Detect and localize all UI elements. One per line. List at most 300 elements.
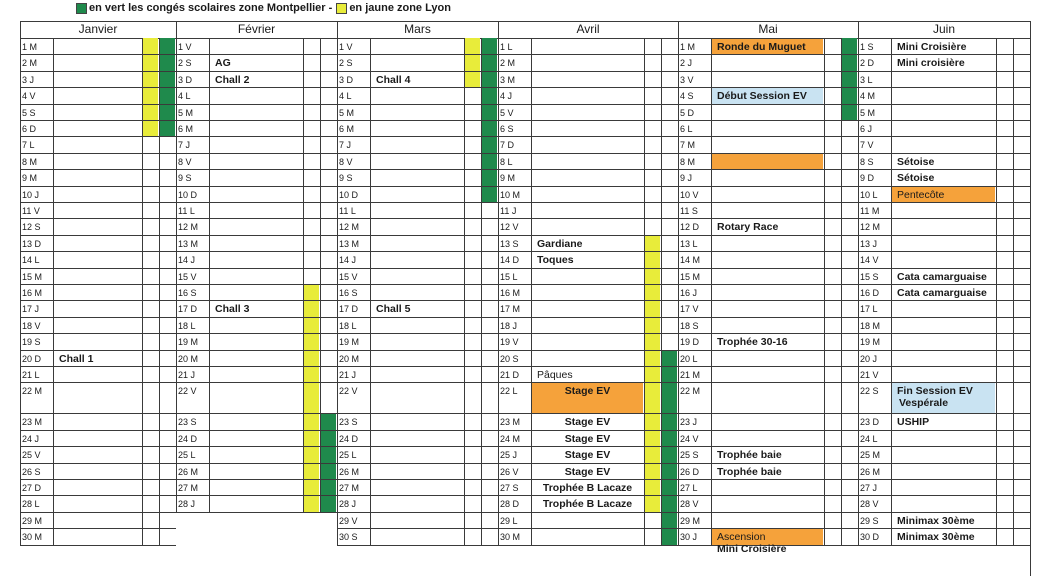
day-label: 29 M xyxy=(680,515,701,526)
event-label: Cata camarguaise xyxy=(897,287,987,299)
row-line xyxy=(337,512,498,513)
day-label: 6 S xyxy=(500,124,514,134)
day-label: 8 M xyxy=(680,156,696,167)
row-line xyxy=(858,495,1030,496)
day-label: 3 D xyxy=(178,74,193,85)
event-label: Sétoise xyxy=(897,155,935,168)
row-line xyxy=(498,153,678,154)
day-label: 28 J xyxy=(178,499,196,510)
row-line xyxy=(20,545,176,546)
day-label: 1 M xyxy=(680,42,696,52)
day-label: 12 D xyxy=(680,222,700,233)
month-border-left xyxy=(858,21,859,545)
row-line xyxy=(858,202,1030,203)
row-line xyxy=(498,54,678,55)
day-label: 23 M xyxy=(500,417,521,428)
day-label: 8 M xyxy=(22,156,38,167)
row-line xyxy=(337,54,498,55)
day-label: 24 V xyxy=(680,433,699,444)
day-label: 3 V xyxy=(680,74,694,85)
row-line xyxy=(858,71,1030,72)
row-line xyxy=(337,169,498,170)
event-label: Trophée B Lacaze xyxy=(542,498,633,511)
row-line xyxy=(176,120,337,121)
row-line xyxy=(858,87,1030,88)
day-label: 21 L xyxy=(22,370,40,380)
event-label: Stage EV xyxy=(564,465,611,478)
row-line xyxy=(498,545,678,546)
row-line xyxy=(858,413,1030,414)
day-label: 9 D xyxy=(860,173,875,184)
day-label: 4 L xyxy=(339,91,352,102)
row-line xyxy=(498,87,678,88)
yellow-band xyxy=(303,284,319,512)
row-line xyxy=(20,333,176,334)
event-label: Ronde du Muguet xyxy=(717,41,806,53)
row-line xyxy=(678,495,858,496)
row-line xyxy=(176,54,337,55)
row-line xyxy=(498,202,678,203)
day-label: 11 V xyxy=(22,206,40,216)
day-label: 16 M xyxy=(500,288,521,298)
row-line xyxy=(858,54,1030,55)
col-line xyxy=(661,38,662,545)
day-label: 11 S xyxy=(680,206,698,216)
day-label: 2 M xyxy=(500,58,516,69)
day-label: 12 S xyxy=(22,222,41,233)
row-line xyxy=(858,235,1030,236)
row-line xyxy=(858,300,1030,301)
event-label: Trophée baie xyxy=(717,449,782,462)
day-label: 27 D xyxy=(22,483,42,493)
day-label: 14 J xyxy=(339,255,357,266)
row-line xyxy=(20,71,176,72)
day-label: 3 M xyxy=(500,74,516,85)
day-label: 8 S xyxy=(860,156,874,167)
row-line xyxy=(176,202,337,203)
row-line xyxy=(858,317,1030,318)
day-label: 21 J xyxy=(339,370,357,380)
day-label: 13 L xyxy=(680,238,698,249)
row-line xyxy=(20,479,176,480)
day-label: 28 J xyxy=(339,499,357,510)
day-label: 5 M xyxy=(178,107,194,118)
day-label: 29 V xyxy=(339,515,358,526)
day-label: 4 V xyxy=(22,91,36,102)
row-line xyxy=(498,235,678,236)
event-label-line2: Mini Croisière xyxy=(717,543,787,556)
row-line xyxy=(20,382,176,383)
row-line xyxy=(337,333,498,334)
event-label: Toques xyxy=(537,254,574,267)
row-line xyxy=(20,251,176,252)
day-label: 30 J xyxy=(680,532,698,543)
day-label: 29 S xyxy=(860,515,879,526)
row-line xyxy=(678,169,858,170)
day-label: 15 S xyxy=(860,271,879,282)
event-label: Pentecôte xyxy=(897,188,945,201)
row-line xyxy=(337,268,498,269)
day-label: 20 M xyxy=(339,353,360,364)
row-line xyxy=(20,366,176,367)
col-line xyxy=(644,38,645,545)
event-label: Stage EV xyxy=(564,449,611,462)
day-label: 21 V xyxy=(860,370,879,380)
row-line xyxy=(678,235,858,236)
row-line xyxy=(678,413,858,414)
day-label: 14 M xyxy=(680,255,701,266)
day-label: 2 M xyxy=(22,58,38,69)
day-label: 6 L xyxy=(680,124,693,134)
day-label: 30 M xyxy=(500,532,521,543)
row-line xyxy=(498,463,678,464)
row-line xyxy=(678,54,858,55)
row-line xyxy=(678,300,858,301)
row-line xyxy=(20,317,176,318)
day-label: 17 D xyxy=(339,304,359,315)
row-line xyxy=(20,350,176,351)
row-line xyxy=(20,284,176,285)
day-label: 22 V xyxy=(178,386,197,397)
row-line xyxy=(337,218,498,219)
day-label: 9 M xyxy=(500,173,516,184)
day-label: 13 S xyxy=(500,238,519,249)
row-line xyxy=(678,284,858,285)
row-line xyxy=(176,235,337,236)
row-line xyxy=(176,251,337,252)
header-bottom-line xyxy=(858,38,1030,39)
row-line xyxy=(176,366,337,367)
row-line xyxy=(858,268,1030,269)
day-label: 3 L xyxy=(860,74,873,85)
day-label: 9 S xyxy=(178,173,192,184)
col-line xyxy=(824,38,825,545)
row-line xyxy=(498,382,678,383)
row-line xyxy=(20,153,176,154)
row-line xyxy=(337,495,498,496)
row-line xyxy=(498,218,678,219)
row-line xyxy=(20,186,176,187)
row-line xyxy=(176,136,337,137)
day-label: 21 J xyxy=(178,370,196,380)
row-line xyxy=(20,268,176,269)
row-line xyxy=(678,382,858,383)
day-col-line xyxy=(53,38,54,545)
day-label: 15 L xyxy=(500,271,518,282)
day-label: 19 V xyxy=(500,337,519,348)
day-label: 11 J xyxy=(500,206,517,216)
day-label: 17 D xyxy=(178,304,198,315)
event-label: Chall 3 xyxy=(215,303,250,316)
row-line xyxy=(678,186,858,187)
day-label: 20 D xyxy=(22,353,42,364)
event-label: Minimax 30ème xyxy=(897,531,975,544)
row-line xyxy=(20,54,176,55)
day-label: 7 M xyxy=(680,140,696,151)
row-line xyxy=(678,71,858,72)
row-line xyxy=(337,446,498,447)
row-line xyxy=(337,235,498,236)
row-line xyxy=(678,366,858,367)
event-label: Chall 1 xyxy=(59,352,94,365)
day-label: 25 V xyxy=(22,450,41,461)
day-label: 7 L xyxy=(22,140,35,151)
row-line xyxy=(337,104,498,105)
col-line xyxy=(464,38,465,545)
month-border-left xyxy=(337,21,338,545)
day-label: 24 J xyxy=(22,433,40,444)
row-line xyxy=(20,446,176,447)
day-label: 2 J xyxy=(680,58,693,69)
row-line xyxy=(337,251,498,252)
row-line xyxy=(858,104,1030,105)
month-header: Février xyxy=(237,22,276,36)
day-label: 27 L xyxy=(680,483,698,493)
row-line xyxy=(858,446,1030,447)
row-line xyxy=(337,202,498,203)
day-label: 10 L xyxy=(860,189,878,200)
header-top-line xyxy=(20,21,176,22)
row-line xyxy=(176,218,337,219)
day-label: 27 S xyxy=(500,483,519,493)
day-col-line xyxy=(891,38,892,545)
day-label: 26 V xyxy=(500,466,519,477)
row-line xyxy=(678,317,858,318)
header-bottom-line xyxy=(176,38,337,39)
yellow-band xyxy=(464,38,480,87)
row-line xyxy=(678,333,858,334)
row-line xyxy=(678,120,858,121)
col-line xyxy=(159,38,160,545)
row-line xyxy=(858,430,1030,431)
day-label: 9 J xyxy=(680,173,693,184)
col-line xyxy=(1013,38,1014,545)
row-line xyxy=(678,512,858,513)
day-label: 25 S xyxy=(680,450,699,461)
day-label: 20 J xyxy=(860,353,878,364)
day-label: 8 V xyxy=(339,156,353,167)
day-label: 14 L xyxy=(22,255,40,266)
row-line xyxy=(498,366,678,367)
day-label: 1 M xyxy=(22,42,38,52)
day-label: 16 D xyxy=(860,288,880,298)
col-line xyxy=(841,38,842,545)
day-label: 19 M xyxy=(178,337,199,348)
day-label: 12 M xyxy=(339,222,360,233)
row-line xyxy=(678,218,858,219)
day-label: 18 L xyxy=(178,320,196,331)
day-label: 5 D xyxy=(680,107,695,118)
day-label: 11 L xyxy=(178,206,195,216)
day-label: 10 J xyxy=(22,189,40,200)
row-line xyxy=(498,300,678,301)
event-label: Stage EV xyxy=(564,432,611,445)
row-line xyxy=(337,120,498,121)
row-line xyxy=(176,186,337,187)
day-label: 19 D xyxy=(680,337,700,348)
day-label: 6 J xyxy=(860,124,873,134)
day-label: 23 J xyxy=(680,417,698,428)
event-label: Chall 2 xyxy=(215,73,250,86)
day-label: 16 M xyxy=(22,288,43,298)
day-label: 17 J xyxy=(22,304,40,315)
day-label: 18 S xyxy=(680,320,699,331)
row-line xyxy=(337,350,498,351)
row-line xyxy=(498,120,678,121)
row-line xyxy=(337,382,498,383)
row-line xyxy=(498,317,678,318)
col-line xyxy=(142,38,143,545)
day-label: 18 L xyxy=(339,320,357,331)
event-label: Cata camarguaise xyxy=(897,270,987,283)
row-line xyxy=(858,333,1030,334)
row-line xyxy=(20,120,176,121)
day-label: 30 M xyxy=(22,532,43,543)
day-label: 12 M xyxy=(860,222,881,233)
row-line xyxy=(498,251,678,252)
row-line xyxy=(337,463,498,464)
row-line xyxy=(20,87,176,88)
day-label: 26 M xyxy=(860,466,881,477)
row-line xyxy=(20,202,176,203)
day-label: 15 M xyxy=(680,271,701,282)
event-label: Stage EV xyxy=(564,385,611,398)
green-band xyxy=(841,38,857,120)
row-line xyxy=(337,87,498,88)
day-label: 13 M xyxy=(339,238,360,249)
row-line xyxy=(20,528,176,529)
day-label: 23 D xyxy=(860,417,880,428)
event-label: USHIP xyxy=(897,416,930,429)
day-label: 22 S xyxy=(860,386,879,397)
event-label: Fin Session EV xyxy=(897,385,973,398)
day-label: 17 M xyxy=(500,304,521,315)
day-label: 27 J xyxy=(860,483,878,493)
month-header: Avril xyxy=(576,22,600,36)
event-label: Mini croisière xyxy=(897,57,965,70)
event-label: Début Session EV xyxy=(717,90,807,103)
row-line xyxy=(498,495,678,496)
day-label: 24 D xyxy=(339,433,359,444)
day-label: 29 L xyxy=(500,515,518,526)
day-label: 28 V xyxy=(680,499,699,510)
row-line xyxy=(176,317,337,318)
row-line xyxy=(337,186,498,187)
event-label: Ascension xyxy=(717,531,766,544)
col-line xyxy=(481,38,482,545)
row-line xyxy=(678,528,858,529)
row-line xyxy=(678,430,858,431)
day-label: 26 M xyxy=(339,466,360,477)
row-line xyxy=(337,413,498,414)
day-label: 13 M xyxy=(178,238,199,249)
event-label: Pâques xyxy=(537,369,573,381)
day-label: 24 L xyxy=(860,433,878,444)
row-line xyxy=(176,512,337,513)
event-label: Rotary Race xyxy=(717,221,779,234)
row-line xyxy=(678,479,858,480)
row-line xyxy=(176,71,337,72)
day-label: 27 M xyxy=(178,483,199,493)
row-line xyxy=(20,218,176,219)
row-line xyxy=(858,528,1030,529)
day-label: 2 S xyxy=(178,58,192,69)
day-label: 11 L xyxy=(339,206,356,216)
day-label: 1 V xyxy=(178,42,192,52)
event-label-line2: Vespérale xyxy=(899,397,949,410)
row-line xyxy=(20,104,176,105)
month-border-left xyxy=(678,21,679,545)
day-label: 14 J xyxy=(178,255,196,266)
day-label: 12 M xyxy=(178,222,199,233)
day-label: 7 V xyxy=(860,140,874,151)
day-label: 17 L xyxy=(860,304,878,315)
row-line xyxy=(176,284,337,285)
row-line xyxy=(498,430,678,431)
row-line xyxy=(337,71,498,72)
day-col-line xyxy=(370,38,371,545)
row-line xyxy=(176,104,337,105)
row-line xyxy=(858,545,1030,546)
row-line xyxy=(858,120,1030,121)
row-line xyxy=(176,350,337,351)
month-header: Juin xyxy=(932,22,955,36)
row-line xyxy=(498,413,678,414)
day-label: 19 S xyxy=(22,337,41,348)
day-label: 10 V xyxy=(680,189,699,200)
day-label: 25 J xyxy=(500,450,518,461)
row-line xyxy=(498,512,678,513)
col-line xyxy=(320,38,321,512)
day-label: 27 M xyxy=(339,483,360,493)
day-label: 24 D xyxy=(178,433,198,444)
day-label: 28 V xyxy=(860,499,879,510)
day-label: 28 D xyxy=(500,499,520,510)
row-line xyxy=(678,104,858,105)
day-label: 26 M xyxy=(178,466,199,477)
day-label: 6 M xyxy=(178,124,194,134)
row-line xyxy=(498,333,678,334)
day-label: 14 D xyxy=(500,255,520,266)
day-label: 23 M xyxy=(22,417,43,428)
row-line xyxy=(176,479,337,480)
row-line xyxy=(498,350,678,351)
day-label: 19 M xyxy=(860,337,881,348)
day-label: 1 S xyxy=(860,42,874,52)
row-line xyxy=(498,268,678,269)
day-label: 13 J xyxy=(860,238,878,249)
row-line xyxy=(498,528,678,529)
row-line xyxy=(858,350,1030,351)
day-label: 7 J xyxy=(339,140,352,151)
day-label: 20 S xyxy=(500,353,519,364)
day-label: 30 S xyxy=(339,532,358,543)
event-label: Sétoise xyxy=(897,172,935,185)
day-label: 15 V xyxy=(339,271,358,282)
day-label: 5 S xyxy=(22,107,36,118)
day-label: 6 D xyxy=(22,124,37,134)
day-label: 22 M xyxy=(22,386,43,397)
row-line xyxy=(337,366,498,367)
month-header: Mai xyxy=(758,22,778,36)
day-label: 4 M xyxy=(860,91,876,102)
day-label: 30 D xyxy=(860,532,880,543)
row-line xyxy=(176,430,337,431)
day-label: 15 M xyxy=(22,271,43,282)
row-line xyxy=(498,104,678,105)
row-line xyxy=(176,382,337,383)
row-line xyxy=(858,169,1030,170)
